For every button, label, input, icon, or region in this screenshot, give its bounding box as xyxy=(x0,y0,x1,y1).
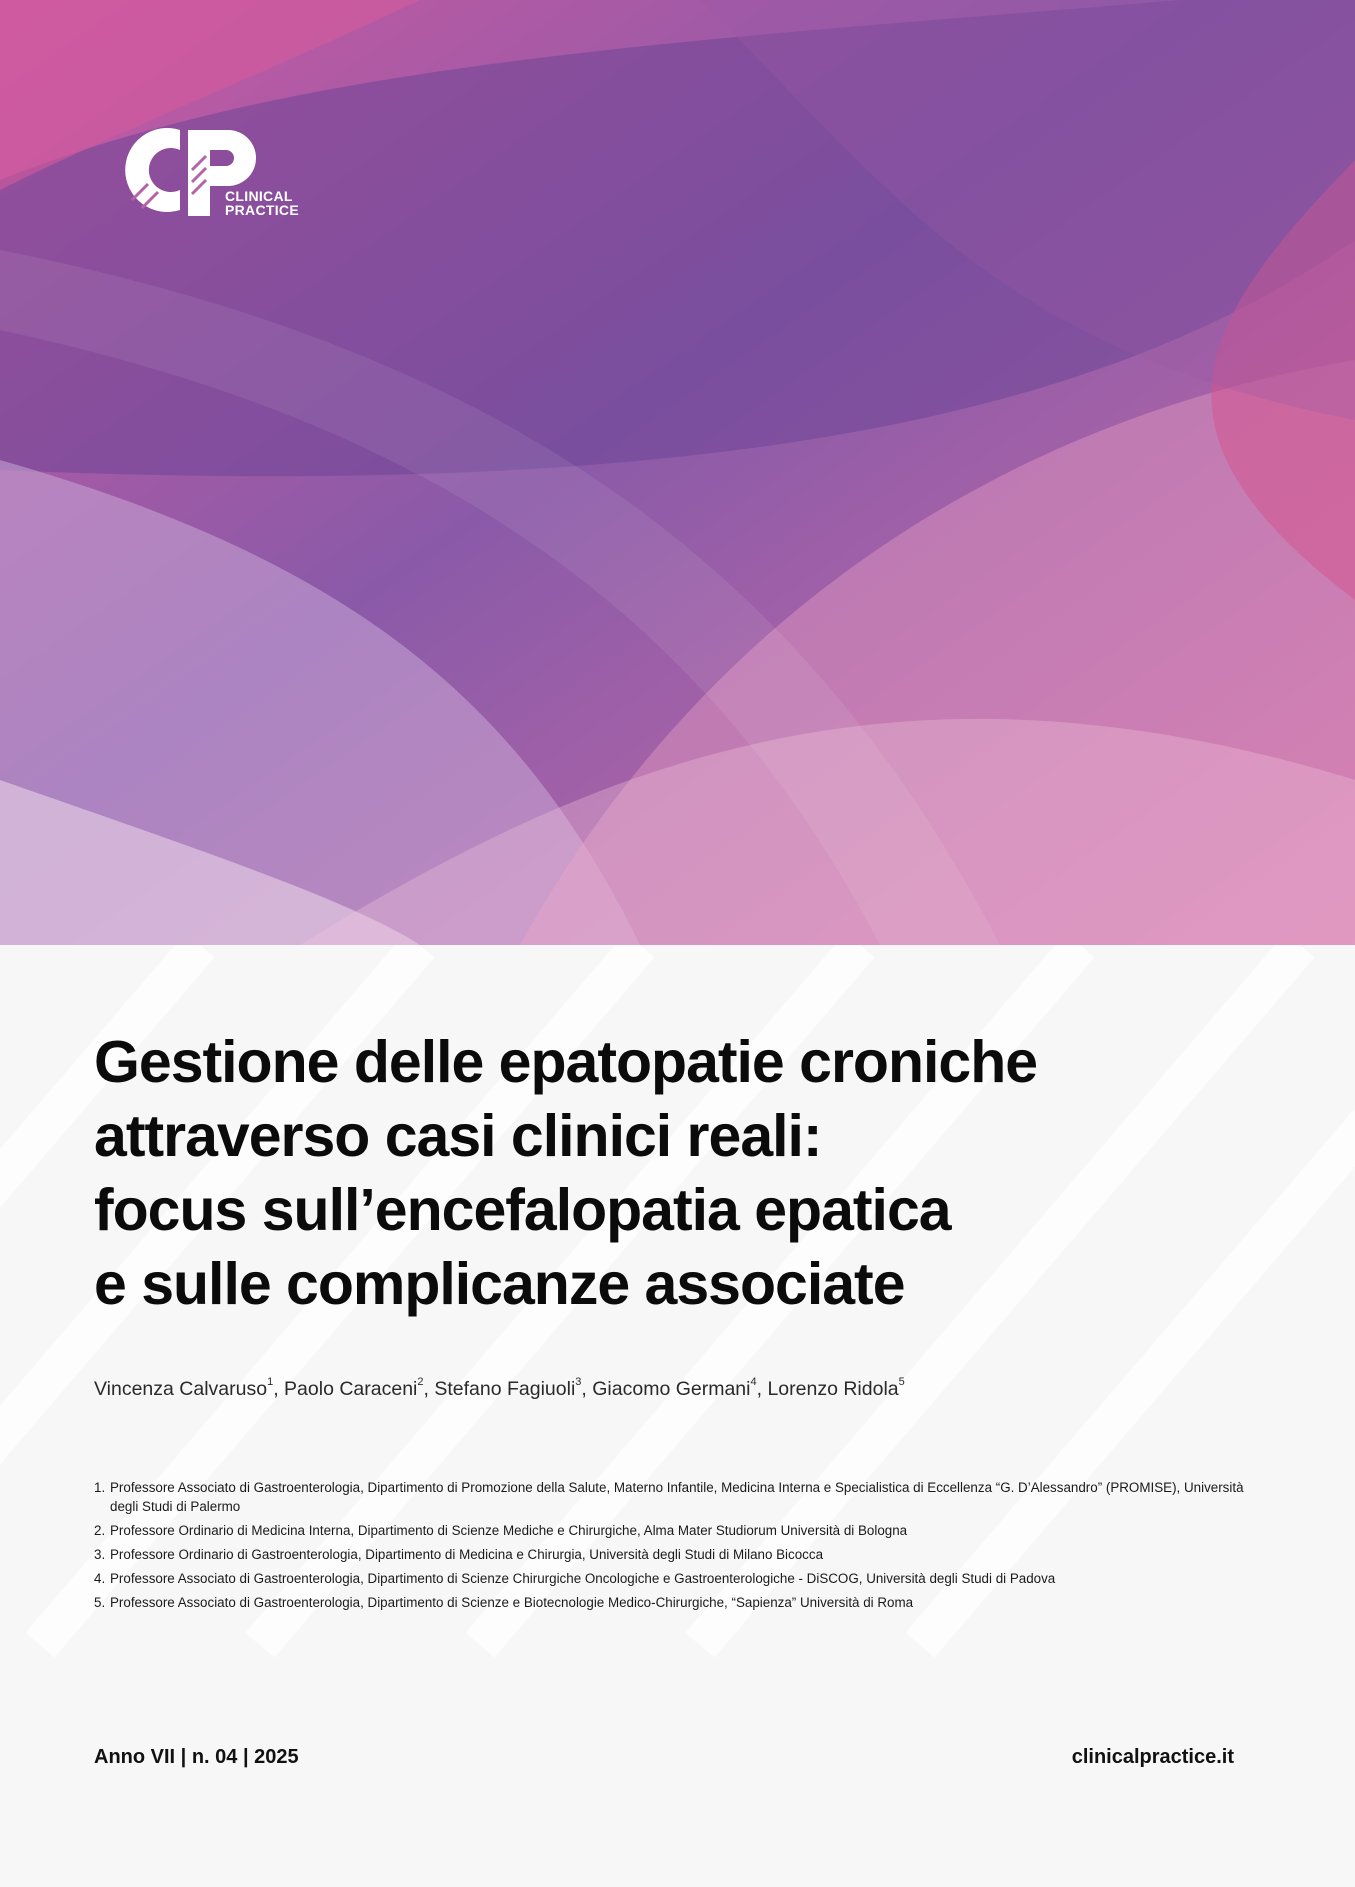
logo-line-2: PRACTICE xyxy=(225,202,299,218)
affiliation-text: Professore Associato di Gastroenterologia, Dipartimento di Scienze Chirurgiche Oncologiche e Gastroenterologiche - DiSCOG, Università degli Studi di Padova xyxy=(110,1571,1056,1586)
logo-wordmark xyxy=(225,189,299,217)
affiliation-text: Professore Associato di Gastroenterologia, Dipartimento di Promozione della Salute, Materno Infantile, Medicina Interna e Specialistica di Eccellenza “G. D’Alessandro” (PROMISE), Università degli Studi di Palermo xyxy=(110,1480,1244,1514)
affiliation-item xyxy=(94,1478,1274,1516)
author-affiliation-ref: 4 xyxy=(750,1376,757,1388)
affiliation-text: Professore Ordinario di Medicina Interna, Dipartimento di Scienze Mediche e Chirurgiche, Alma Mater Studiorum Università di Bologna xyxy=(110,1523,908,1538)
affiliation-item xyxy=(94,1593,1274,1612)
affiliation-number: 1. xyxy=(94,1480,106,1495)
title-line: e sulle complicanze associate xyxy=(94,1251,905,1317)
author-list: Vincenza Calvaruso$^1$, Paolo Caraceni$^2$, Stefano Fagiuoli$^3$, Giacomo Germani$^4$, Lorenzo Ridola$^5$ xyxy=(94,1376,905,1400)
logo-line-1: CLINICAL xyxy=(225,188,293,204)
website-link[interactable]: clinicalpractice.it xyxy=(1071,1746,1234,1768)
author-affiliation-ref: 1 xyxy=(267,1376,274,1388)
affiliation-text: Professore Associato di Gastroenterologia, Dipartimento di Scienze e Biotecnologie Medico-Chirurgiche, “Sapienza” Università di Roma xyxy=(110,1595,914,1610)
author-name: Vincenza Calvaruso xyxy=(94,1378,268,1400)
affiliation-number: 5. xyxy=(94,1595,106,1610)
article-title xyxy=(94,1025,1274,1321)
title-line: Gestione delle epatopatie croniche xyxy=(94,1029,1038,1095)
affiliation-number: 2. xyxy=(94,1523,106,1538)
author-name: Stefano Fagiuoli xyxy=(434,1378,576,1400)
affiliation-item xyxy=(94,1545,1274,1564)
affiliation-list xyxy=(94,1478,1274,1617)
author-affiliation-ref: 3 xyxy=(575,1376,582,1388)
affiliation-number: 3. xyxy=(94,1547,106,1562)
author-name: Giacomo Germani xyxy=(592,1378,751,1400)
affiliation-number: 4. xyxy=(94,1571,106,1586)
affiliation-item xyxy=(94,1569,1274,1588)
affiliation-item xyxy=(94,1521,1274,1540)
issue-info: Anno VII | n. 04 | 2025 xyxy=(94,1746,299,1768)
title-line: attraverso casi clinici reali: xyxy=(94,1103,822,1169)
author-affiliation-ref: 5 xyxy=(898,1376,905,1388)
title-line: focus sull’encefalopatia epatica xyxy=(94,1177,951,1243)
author-affiliation-ref: 2 xyxy=(417,1376,424,1388)
affiliation-text: Professore Ordinario di Gastroenterologia, Dipartimento di Medicina e Chirurgia, Università degli Studi di Milano Bicocca xyxy=(110,1547,824,1562)
author-name: Lorenzo Ridola xyxy=(767,1378,899,1400)
author-name: Paolo Caraceni xyxy=(284,1378,418,1400)
